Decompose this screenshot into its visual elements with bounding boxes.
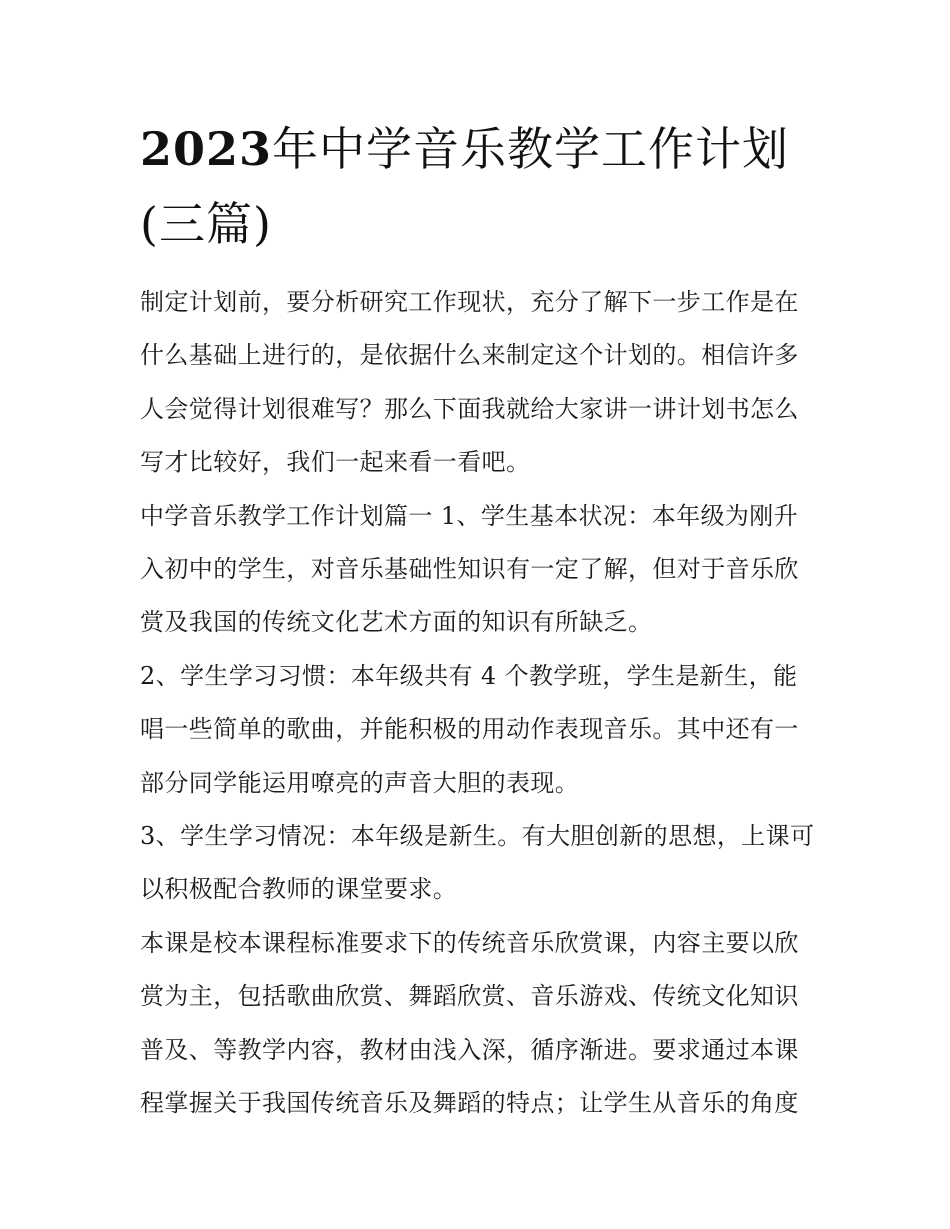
- document-title: [140, 112, 820, 262]
- document-body: [140, 276, 820, 1131]
- paragraph-intro: 制定计划前，要分析研究工作现状，充分了解下一步工作是在什么基础上进行的，是依据什么来制定这个计划的。相信许多人会觉得计划很难写？那么下面我就给大家讲一讲计划书怎么写才比较好，我们一起来看一看吧。: [140, 288, 799, 477]
- paragraph-course-overview: 本课是校本课程标准要求下的传统音乐欣赏课，内容主要以欣赏为主，包括歌曲欣赏、舞蹈欣赏、音乐游戏、传统文化知识普及、等教学内容，教材由浅入深，循序渐进。要求通过本课程掌握关于我国传统音乐及舞蹈的特点；让学生从音乐的角度: [140, 928, 799, 1118]
- title-year: 2023: [140, 122, 273, 176]
- paragraph-study-habits: 2、学生学习习惯：本年级共有 4 个教学班，学生是新生，能唱一些简单的歌曲，并能积极的用动作表现音乐。其中还有一部分同学能运用嘹亮的声音大胆的表现。: [140, 661, 799, 797]
- paragraph-study-situation: 3、学生学习情况：本年级是新生。有大胆创新的思想，上课可以积极配合教师的课堂要求。: [140, 822, 815, 904]
- title-text: 年中学音乐教学工作计划(三篇): [140, 122, 790, 251]
- paragraph-student-status: 中学音乐教学工作计划篇一 1、学生基本状况：本年级为刚升入初中的学生，对音乐基础性知识有一定了解，但对于音乐欣赏及我国的传统文化艺术方面的知识有所缺乏。: [140, 501, 799, 637]
